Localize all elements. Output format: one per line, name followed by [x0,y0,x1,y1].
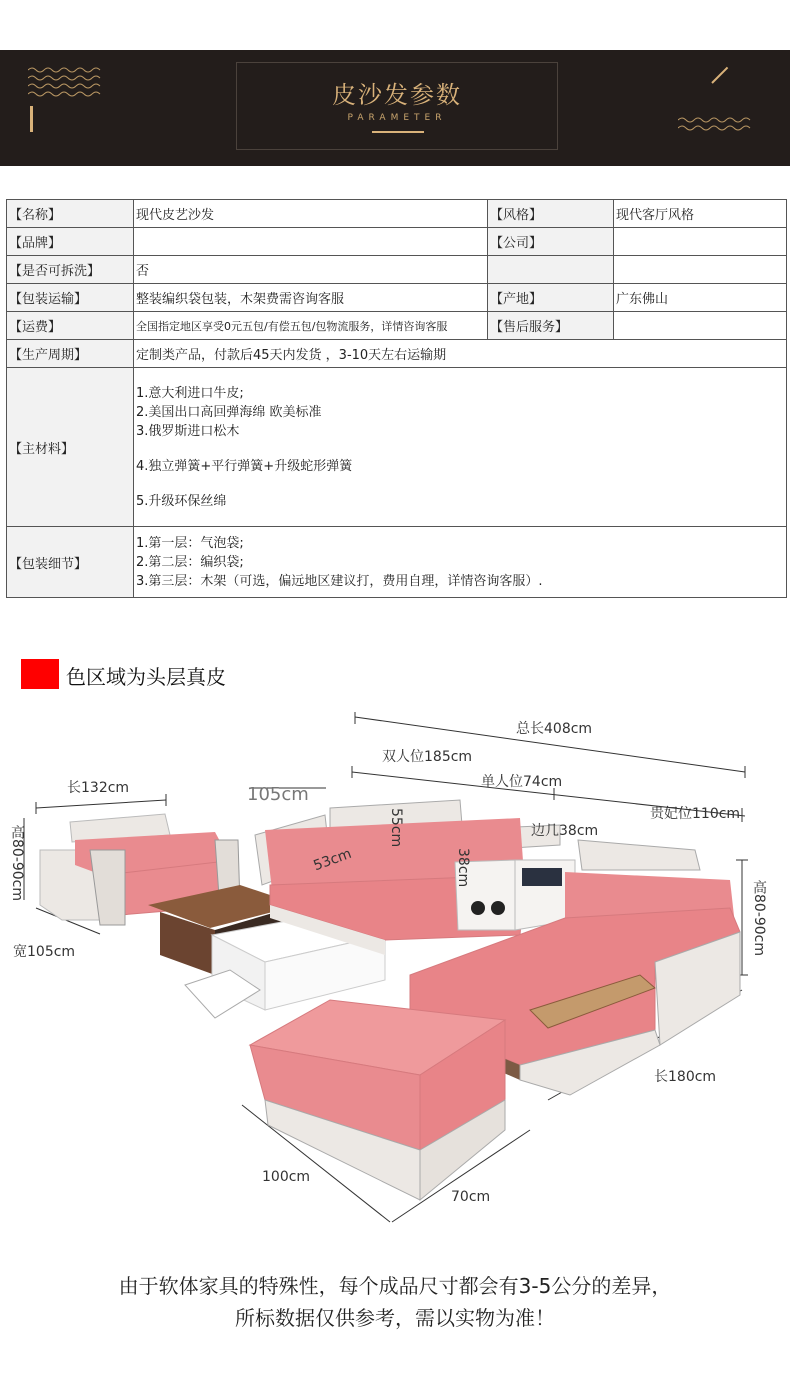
red-color-swatch [21,659,59,689]
company-label: 【公司】 [488,228,614,256]
aftersale-label: 【售后服务】 [488,312,614,340]
list-item: 5.升级环保丝绵 [136,493,227,509]
armchair-width-label: 宽105cm [13,944,76,960]
back-height-label: 55cm [388,808,404,848]
style-value: 现代客厅风格 [614,200,787,228]
brand-label: 【品牌】 [7,228,134,256]
table-row [7,368,787,527]
armchair-length-label: 长132cm [67,780,130,796]
side-table-label: 边几38cm [531,823,599,839]
seat-depth-label: 53cm [311,845,354,875]
origin-value: 广东佛山 [614,284,787,312]
chaise-label: 贵妃位110cm [650,806,741,822]
freight-label: 【运费】 [7,312,134,340]
aftersale-value [614,312,787,340]
table-row [7,340,787,368]
style-label: 【风格】 [488,200,614,228]
brand-value [134,228,488,256]
cycle-label: 【生产周期】 [7,340,134,368]
ottoman-length-label: 100cm [262,1169,311,1185]
banner-subtitle: PARAMETER [347,113,447,123]
pack-detail-list [134,527,787,598]
table-row [7,284,787,312]
list-item: 1.意大利进口牛皮; [136,385,244,401]
back-depth-label: 105cm [247,784,309,805]
double-seat-label: 双人位185cm [382,749,473,765]
washable-value: 否 [134,256,488,284]
cycle-value: 定制类产品，付款后45天内发货 ，3-10天左右运输期 [134,340,787,368]
parameter-table [6,199,787,598]
parameter-banner [0,50,790,166]
list-item: 4.独立弹簧+平行弹簧+升级蛇形弹簧 [136,458,353,474]
right-height-label: 高80-90cm [751,880,767,957]
washable-label: 【是否可拆洗】 [7,256,134,284]
color-note: 色区域为头层真皮 [66,665,226,689]
table-row [7,256,787,284]
freight-value: 全国指定地区享受0元五包/有偿五包/包物流服务，详情咨询客服 [134,312,488,340]
disclaimer-line-1: 由于软体家具的特殊性，每个成品尺寸都会有3-5公分的差异， [118,1274,672,1298]
banner-frame [236,62,558,150]
chaise-length-label: 长180cm [654,1069,717,1085]
empty-cell [614,256,787,284]
single-seat-label: 单人位74cm [481,774,563,790]
wave-ornament-icon [28,66,102,100]
slash-ornament [711,67,728,84]
list-item: 3.第三层：木架（可选，偏远地区建议打，费用自理，详情咨询客服）. [136,573,543,589]
name-label: 【名称】 [7,200,134,228]
list-item: 2.美国出口高回弹海绵 欧美标准 [136,404,322,420]
ottoman-width-label: 70cm [451,1189,491,1205]
list-item: 2.第二层：编织袋; [136,554,244,570]
disclaimer-line-2: 所标数据仅供参考，需以实物为准！ [235,1306,555,1330]
company-value [614,228,787,256]
shipping-pack-label: 【包装运输】 [7,284,134,312]
pack-detail-label: 【包装细节】 [7,527,134,598]
armchair-height-label: 高80-90cm [9,825,25,902]
accent-bar [30,106,33,132]
wave-ornament-icon [678,116,752,138]
table-row [7,200,787,228]
list-item: 3.俄罗斯进口松木 [136,423,240,439]
seat-height-label: 38cm [455,848,471,888]
table-row [7,527,787,598]
shipping-pack-value: 整装编织袋包装，木架费需咨询客服 [134,284,488,312]
table-row [7,228,787,256]
material-label: 【主材料】 [7,368,134,527]
table-row [7,312,787,340]
list-item: 1.第一层：气泡袋; [136,535,244,551]
total-length-label: 总长408cm [516,721,593,737]
empty-cell [488,256,614,284]
material-list [134,368,787,527]
origin-label: 【产地】 [488,284,614,312]
banner-title: 皮沙发参数 [332,81,462,109]
name-value: 现代皮艺沙发 [134,200,488,228]
banner-underline [372,131,424,133]
